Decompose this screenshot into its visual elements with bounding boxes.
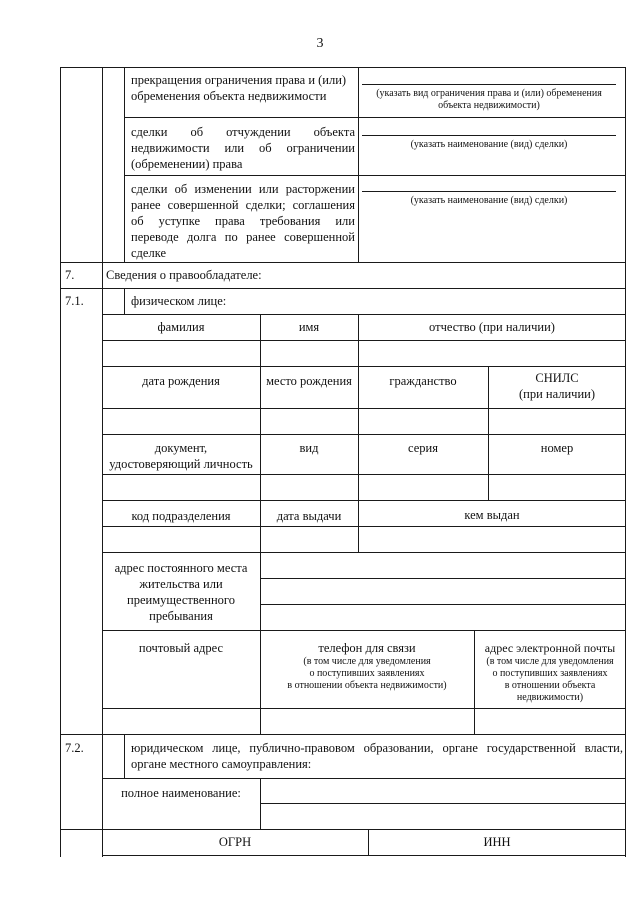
label-phone: телефон для связи — [318, 641, 416, 655]
postal-address-field[interactable] — [103, 709, 259, 733]
patronymic-field[interactable] — [359, 341, 625, 365]
name-field[interactable] — [261, 341, 357, 365]
row-change-deal-text: сделки об изменении или расторжении ранее совершенной сделки; соглашения об уступке права требования или переводе долга по ранее совершенной сделке — [131, 182, 355, 260]
email-field[interactable] — [475, 709, 625, 733]
label-doc-line2: удостоверяющий личность — [109, 457, 253, 471]
label-snils: СНИЛС — [535, 371, 579, 385]
label-doc-series: серия — [408, 441, 438, 455]
doc-number-field[interactable] — [489, 475, 625, 499]
label-patronymic: отчество (при наличии) — [429, 320, 555, 334]
label-issue-date: дата выдачи — [276, 509, 342, 523]
phone-field[interactable] — [261, 709, 473, 733]
full-name-field[interactable] — [261, 779, 625, 828]
label-surname: фамилия — [157, 320, 205, 334]
issued-by-field[interactable] — [359, 527, 625, 551]
label-name: имя — [298, 320, 320, 334]
label-email-note3: в отношении объекта — [504, 680, 596, 691]
label-phone-note2: о поступивших заявлениях — [309, 668, 425, 679]
doc-series-field[interactable] — [359, 475, 487, 499]
row-change-deal-hint: (указать наименование (вид) сделки) — [410, 195, 568, 206]
label-doc-type: вид — [299, 441, 319, 455]
label-citizenship: гражданство — [389, 374, 457, 388]
label-inn: ИНН — [483, 835, 511, 849]
label-email-note2: о поступивших заявлениях — [492, 668, 608, 679]
label-doc-number: номер — [540, 441, 574, 455]
label-ogrn: ОГРН — [218, 835, 252, 849]
label-phone-note1: (в том числе для уведомления — [303, 656, 431, 667]
label-issued-by: кем выдан — [464, 508, 520, 522]
row-alienation-hint: (указать наименование (вид) сделки) — [410, 139, 568, 150]
label-email-note4: недвижимости) — [516, 692, 584, 703]
citizenship-field[interactable] — [359, 409, 487, 433]
surname-field[interactable] — [103, 341, 259, 365]
birth-place-field[interactable] — [261, 409, 357, 433]
label-address-line2: жительства или — [139, 577, 223, 591]
label-snils-note: (при наличии) — [518, 387, 596, 401]
label-email: адрес электронной почты — [484, 641, 616, 655]
label-address-line4: пребывания — [149, 609, 213, 623]
section72-title-line2: органе местного самоуправления: — [131, 757, 312, 771]
section7-title: Сведения о правообладателе: — [106, 268, 262, 282]
page-number: 3 — [316, 36, 324, 51]
row-alienation-text: сделки об отчуждении объекта недвижимости или об ограничении (обременении) права — [131, 125, 355, 171]
label-postal-address: почтовый адрес — [138, 641, 224, 655]
label-address-line1: адрес постоянного места — [114, 561, 248, 575]
label-birth-date: дата рождения — [142, 374, 220, 388]
label-full-name: полное наименование: — [121, 786, 241, 800]
birth-date-field[interactable] — [103, 409, 259, 433]
division-code-field[interactable] — [103, 527, 259, 551]
label-doc-line1: документ, — [154, 441, 208, 455]
snils-field[interactable] — [489, 409, 625, 433]
address-field[interactable] — [261, 553, 625, 629]
section72-title-line1: юридическом лице, публично-правовом образовании, органе государственной власти, — [131, 741, 623, 755]
label-birth-place: место рождения — [266, 374, 352, 388]
section71-title: физическом лице: — [131, 294, 227, 308]
doc-type-field[interactable] — [261, 475, 357, 499]
section71-number: 7.1. — [65, 294, 84, 308]
label-phone-note3: в отношении объекта недвижимости) — [287, 680, 447, 691]
label-address-line3: преимущественного — [127, 593, 235, 607]
label-email-note1: (в том числе для уведомления — [486, 656, 614, 667]
section7-number: 7. — [65, 268, 75, 282]
issue-date-field[interactable] — [261, 527, 357, 551]
row-termination-hint: (указать вид ограничения права и (или) обременения объекта недвижимости) — [376, 88, 602, 111]
section72-number: 7.2. — [65, 741, 84, 755]
row-termination-text: прекращения ограничения права и (или) обременения объекта недвижимости — [131, 73, 347, 103]
label-division-code: код подразделения — [131, 509, 231, 523]
